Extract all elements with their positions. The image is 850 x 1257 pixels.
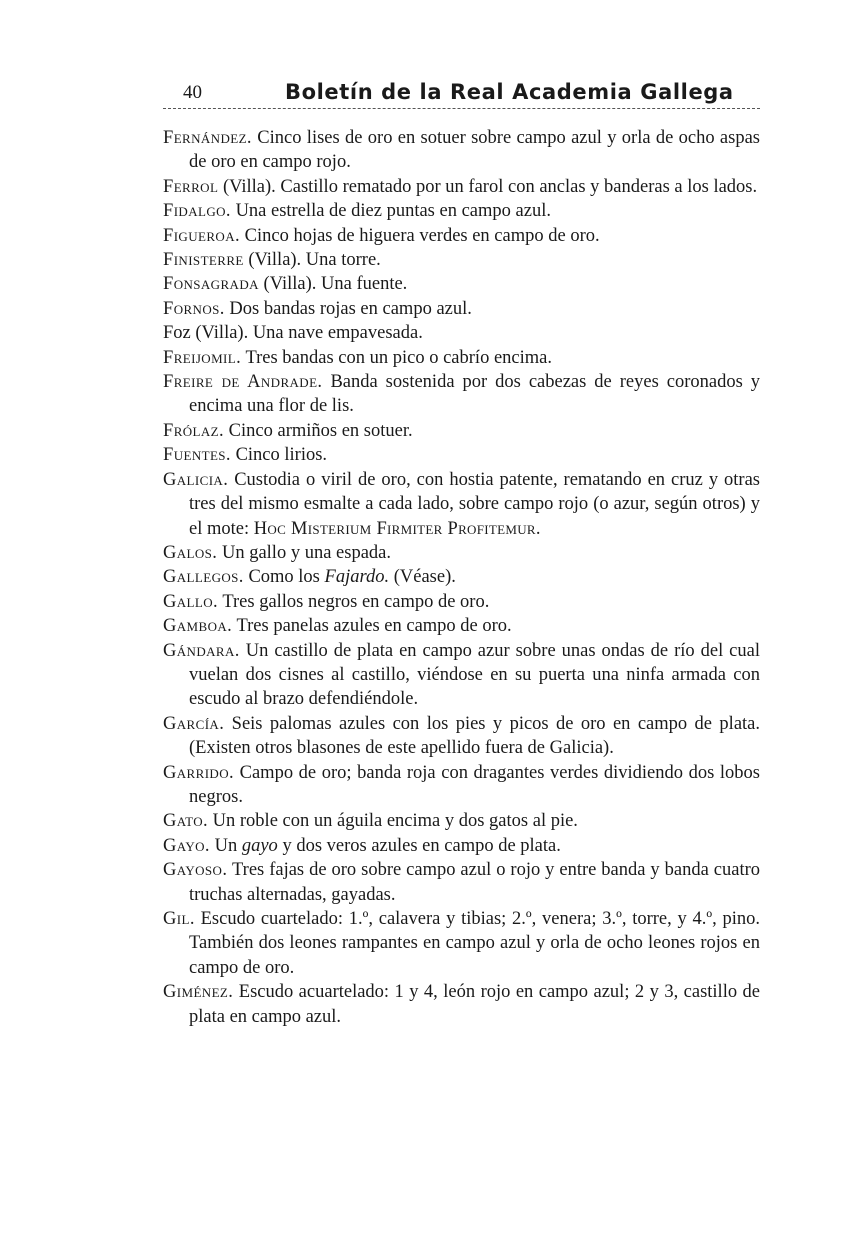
entry-text: Un gallo y una espada. <box>221 542 391 563</box>
entry-gimenez <box>163 980 760 1029</box>
entry-gallo <box>163 590 760 614</box>
entry-name: Gayo. <box>163 835 210 856</box>
entry-name: Fonsagrada <box>163 274 259 295</box>
entry-italic: gayo <box>241 835 278 856</box>
entry-name: Figueroa. <box>163 225 241 246</box>
entry-text: Banda sostenida por dos cabezas de reyes coronados y encima una flor de lis. <box>189 372 760 417</box>
running-title: Boletín de la Real Academia Gallega <box>285 80 734 104</box>
entry-text: Cinco lises de oro en sotuer sobre campo azul y orla de ocho aspas de oro en campo rojo. <box>189 128 761 173</box>
heraldry-entry-list <box>163 126 760 1029</box>
entry-gato <box>163 809 760 833</box>
entry-text: Seis palomas azules con los pies y picos de oro en campo de plata. (Existen otros blasones de este apellido fuera de Galicia). <box>189 713 761 759</box>
entry-gayoso <box>163 858 760 907</box>
entry-name: Fuentes. <box>163 445 231 466</box>
entry-galos <box>163 541 760 565</box>
entry-name: Gato. <box>163 811 209 832</box>
entry-figueroa <box>163 224 760 248</box>
entry-text: Cinco armiños en sotuer. <box>228 420 413 441</box>
entry-text: Cinco hojas de higuera verdes en campo de oro. <box>244 225 600 246</box>
entry-text: Custodia o viril de oro, con hostia patente, rematando en cruz y otras tres del mismo esmalte a cada lado, sobre campo rojo (o azur, según otros) y el mote: <box>189 469 760 539</box>
entry-text-after: y dos veros azules en campo de plata. <box>282 835 561 856</box>
entry-text: (Villa). Castillo rematado por un farol con anclas y banderas a los lados. <box>222 176 758 197</box>
entry-name: Gamboa. <box>163 616 233 637</box>
entry-ferrol <box>163 175 760 199</box>
entry-finisterre <box>163 248 760 272</box>
entry-freire-de-andrade <box>163 370 760 419</box>
entry-name: Ferrol <box>163 176 219 197</box>
entry-fonsagrada <box>163 272 760 296</box>
entry-text: Escudo cuartelado: 1.º, calavera y tibias; 2.º, venera; 3.º, torre, y 4.º, pino. También dos leones rampantes en campo azul y orla de ocho leones rojos en campo de oro. <box>189 909 760 978</box>
entry-text: Dos bandas rojas en campo azul. <box>229 298 472 319</box>
entry-text: Tres bandas con un pico o cabrío encima. <box>245 347 552 368</box>
entry-name: Fidalgo. <box>163 201 231 222</box>
entry-italic: Fajardo. <box>324 567 390 588</box>
entry-name: Galicia. <box>163 469 229 490</box>
entry-text: (Villa). Una fuente. <box>263 274 408 295</box>
entry-gamboa <box>163 614 760 638</box>
entry-text: (Villa). Una nave empavesada. <box>195 323 423 344</box>
entry-garcia <box>163 712 760 761</box>
entry-text: (Villa). Una torre. <box>248 250 381 271</box>
entry-name: Freijomil. <box>163 347 242 368</box>
entry-gayo <box>163 834 760 858</box>
entry-motto: Hoc Misterium Firmiter Profitemur. <box>253 518 541 539</box>
entry-freijomil <box>163 346 760 370</box>
entry-text-after: (Véase). <box>393 567 456 588</box>
entry-fornos <box>163 297 760 321</box>
entry-name: Finisterre <box>163 250 244 271</box>
entry-name: Freire de Andrade. <box>163 372 323 393</box>
entry-name: Fornos. <box>163 298 225 319</box>
entry-gallegos <box>163 565 760 589</box>
entry-name: Gayoso. <box>163 860 228 881</box>
entry-text: Una estrella de diez puntas en campo azul. <box>235 201 551 222</box>
entry-text: Campo de oro; banda roja con dragantes verdes dividiendo dos lobos negros. <box>189 762 760 807</box>
entry-name: Gallo. <box>163 591 219 612</box>
entry-text: Como los <box>248 567 320 588</box>
page-number: 40 <box>183 82 202 103</box>
entry-text: Un <box>214 835 238 856</box>
entry-gandara <box>163 639 760 712</box>
entry-text: Un castillo de plata en campo azur sobre unas ondas de río del cual vuelan dos cisnes al castillo, viéndose en su puerta una ninfa armada con escudo al brazo defendiéndole. <box>189 640 760 710</box>
page-header <box>163 78 760 109</box>
entry-gil <box>163 907 760 980</box>
entry-text: Un roble con un águila encima y dos gatos al pie. <box>212 811 578 832</box>
entry-text: Tres panelas azules en campo de oro. <box>236 616 512 637</box>
entry-name: Foz <box>163 323 191 344</box>
entry-garrido <box>163 761 760 810</box>
entry-name: Gándara. <box>163 640 240 661</box>
entry-text: Tres gallos negros en campo de oro. <box>222 591 490 612</box>
entry-frolaz <box>163 419 760 443</box>
entry-name: Giménez. <box>163 982 234 1003</box>
entry-name: Galos. <box>163 542 218 563</box>
entry-text: Cinco lirios. <box>235 445 328 466</box>
entry-name: Garrido. <box>163 762 235 783</box>
entry-fuentes <box>163 443 760 467</box>
entry-name: Frólaz. <box>163 420 225 441</box>
entry-name: García. <box>163 713 225 734</box>
entry-text: Escudo acuartelado: 1 y 4, león rojo en campo azul; 2 y 3, castillo de plata en campo azul. <box>189 982 761 1027</box>
entry-galicia <box>163 468 760 541</box>
entry-fidalgo <box>163 199 760 223</box>
entry-text: Tres fajas de oro sobre campo azul o rojo y entre banda y banda cuatro truchas alternadas, gayadas. <box>189 860 760 905</box>
entry-name: Gil. <box>163 909 195 929</box>
entry-foz <box>163 321 760 345</box>
entry-fernandez <box>163 126 760 175</box>
entry-name: Fernández. <box>163 128 252 148</box>
entry-name: Gallegos. <box>163 567 244 588</box>
